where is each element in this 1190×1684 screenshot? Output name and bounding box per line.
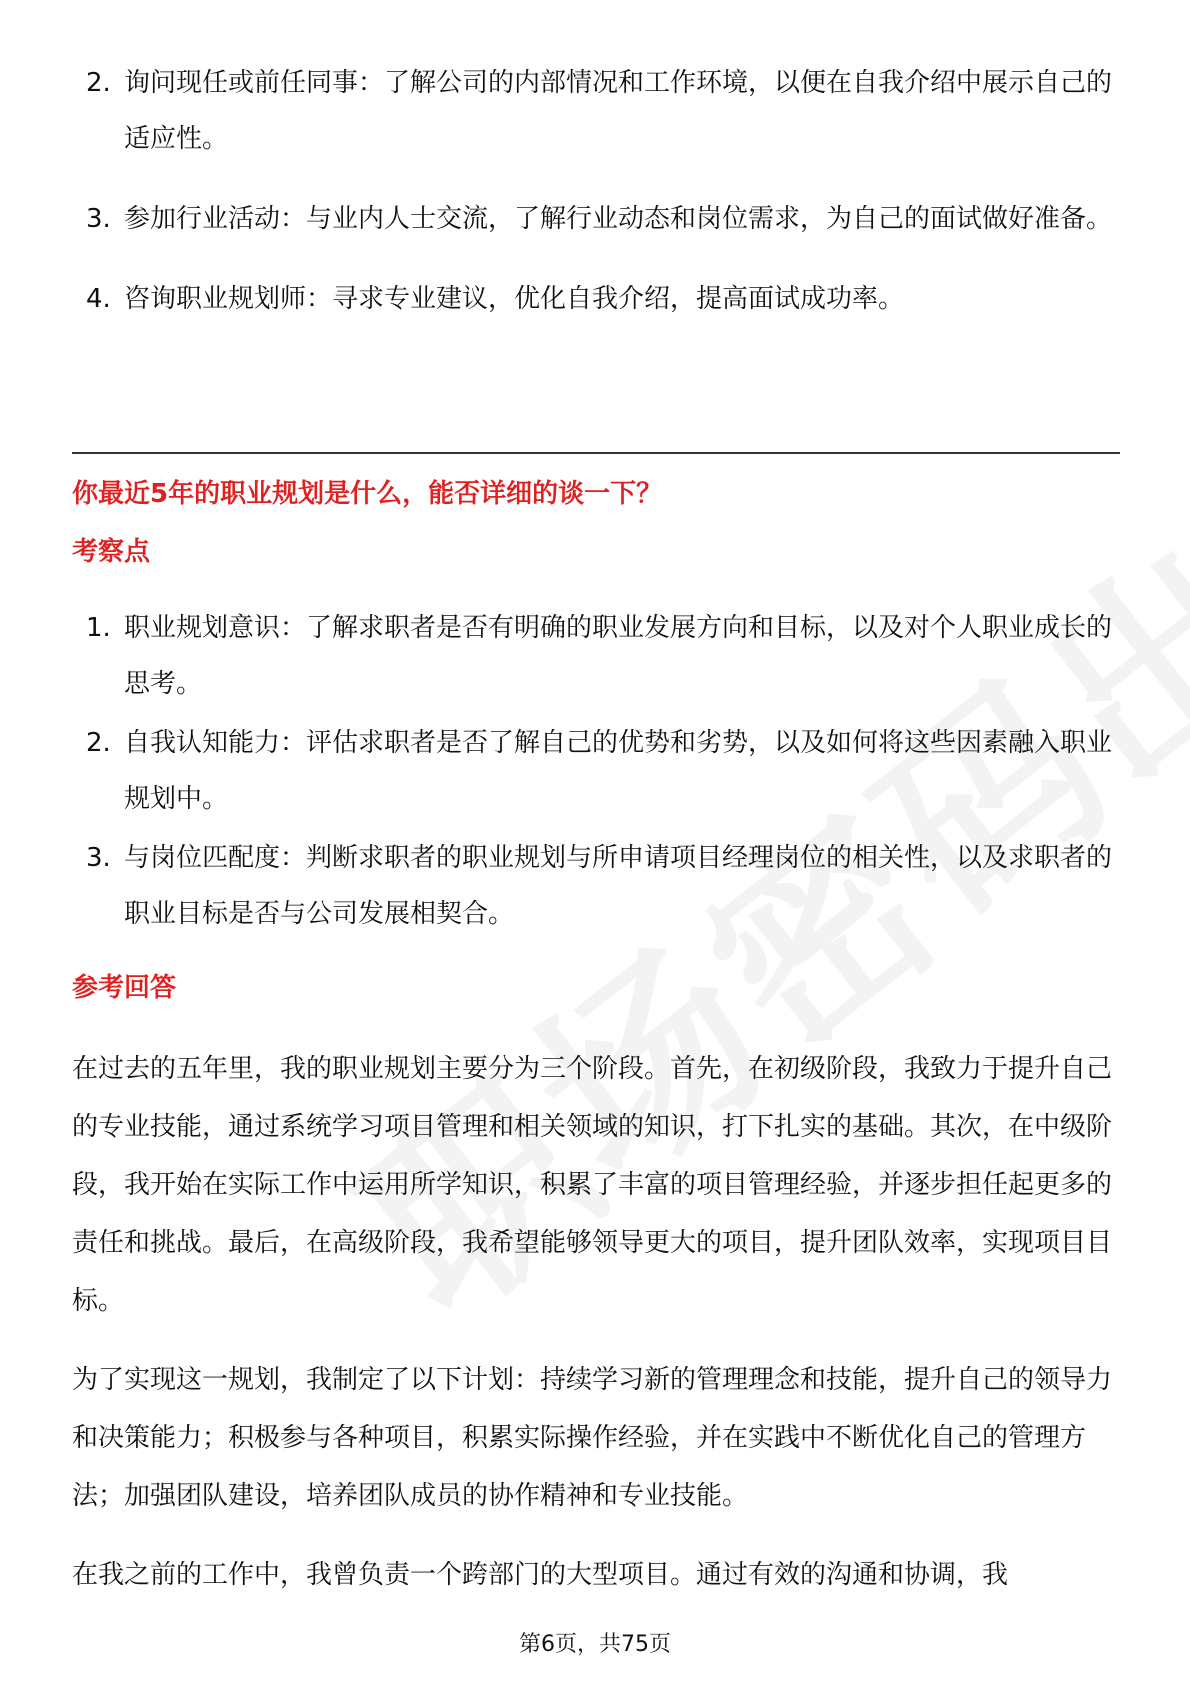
list-item-number: 2. — [86, 68, 111, 98]
list-item-text: 咨询职业规划师：寻求专业建议，优化自我介绍，提高面试成功率。 — [124, 284, 905, 314]
list-item-number: 2. — [86, 728, 111, 758]
list-item-number: 4. — [86, 284, 111, 314]
list-item — [72, 830, 1132, 942]
answer-paragraph: 在我之前的工作中，我曾负责一个跨部门的大型项目。通过有效的沟通和协调，我 — [72, 1560, 1009, 1590]
reference-answer-title: 参考回答 — [72, 973, 177, 1003]
answer-paragraph: 为了实现这一规划，我制定了以下计划：持续学习新的管理理念和技能，提升自己的领导力和决策能力；积极参与各种项目，积累实际操作经验，并在实践中不断优化自己的管理方法；加强团队建设，培养团队成员的协作精神和专业技能。 — [72, 1365, 1113, 1511]
list-item — [72, 271, 1132, 327]
list-item-number: 1. — [86, 613, 111, 643]
answer-paragraph: 在过去的五年里，我的职业规划主要分为三个阶段。首先，在初级阶段，我致力于提升自己的专业技能，通过系统学习项目管理和相关领域的知识，打下扎实的基础。其次，在中级阶段，我开始在实际工作中运用所学知识，积累了丰富的项目管理经验，并逐步担任起更多的责任和挑战。最后，在高级阶段，我希望能够领导更大的项目，提升团队效率，实现项目目标。 — [72, 1054, 1113, 1316]
list-item — [72, 191, 1132, 247]
focus-points-list — [72, 600, 1132, 945]
focus-points-title: 考察点 — [72, 537, 151, 567]
list-item — [72, 600, 1132, 712]
list-item-text: 职业规划意识：了解求职者是否有明确的职业发展方向和目标，以及对个人职业成长的思考。 — [124, 613, 1113, 699]
list-item — [72, 55, 1132, 167]
list-item-text: 自我认知能力：评估求职者是否了解自己的优势和劣势，以及如何将这些因素融入职业规划中。 — [124, 728, 1113, 814]
list-item-number: 3. — [86, 204, 111, 234]
section-divider — [72, 452, 1120, 454]
list-item-text: 询问现任或前任同事：了解公司的内部情况和工作环境，以便在自我介绍中展示自己的适应性。 — [124, 68, 1113, 154]
list-item-text: 与岗位匹配度：判断求职者的职业规划与所申请项目经理岗位的相关性，以及求职者的职业目标是否与公司发展相契合。 — [124, 843, 1113, 929]
list-item-text: 参加行业活动：与业内人士交流，了解行业动态和岗位需求，为自己的面试做好准备。 — [124, 204, 1113, 234]
list-item-number: 3. — [86, 843, 111, 873]
page-number: 第6页，共75页 — [519, 1632, 671, 1657]
question-heading: 你最近5年的职业规划是什么，能否详细的谈一下？ — [72, 479, 663, 509]
prep-tips-list — [72, 55, 1132, 351]
list-item — [72, 715, 1132, 827]
